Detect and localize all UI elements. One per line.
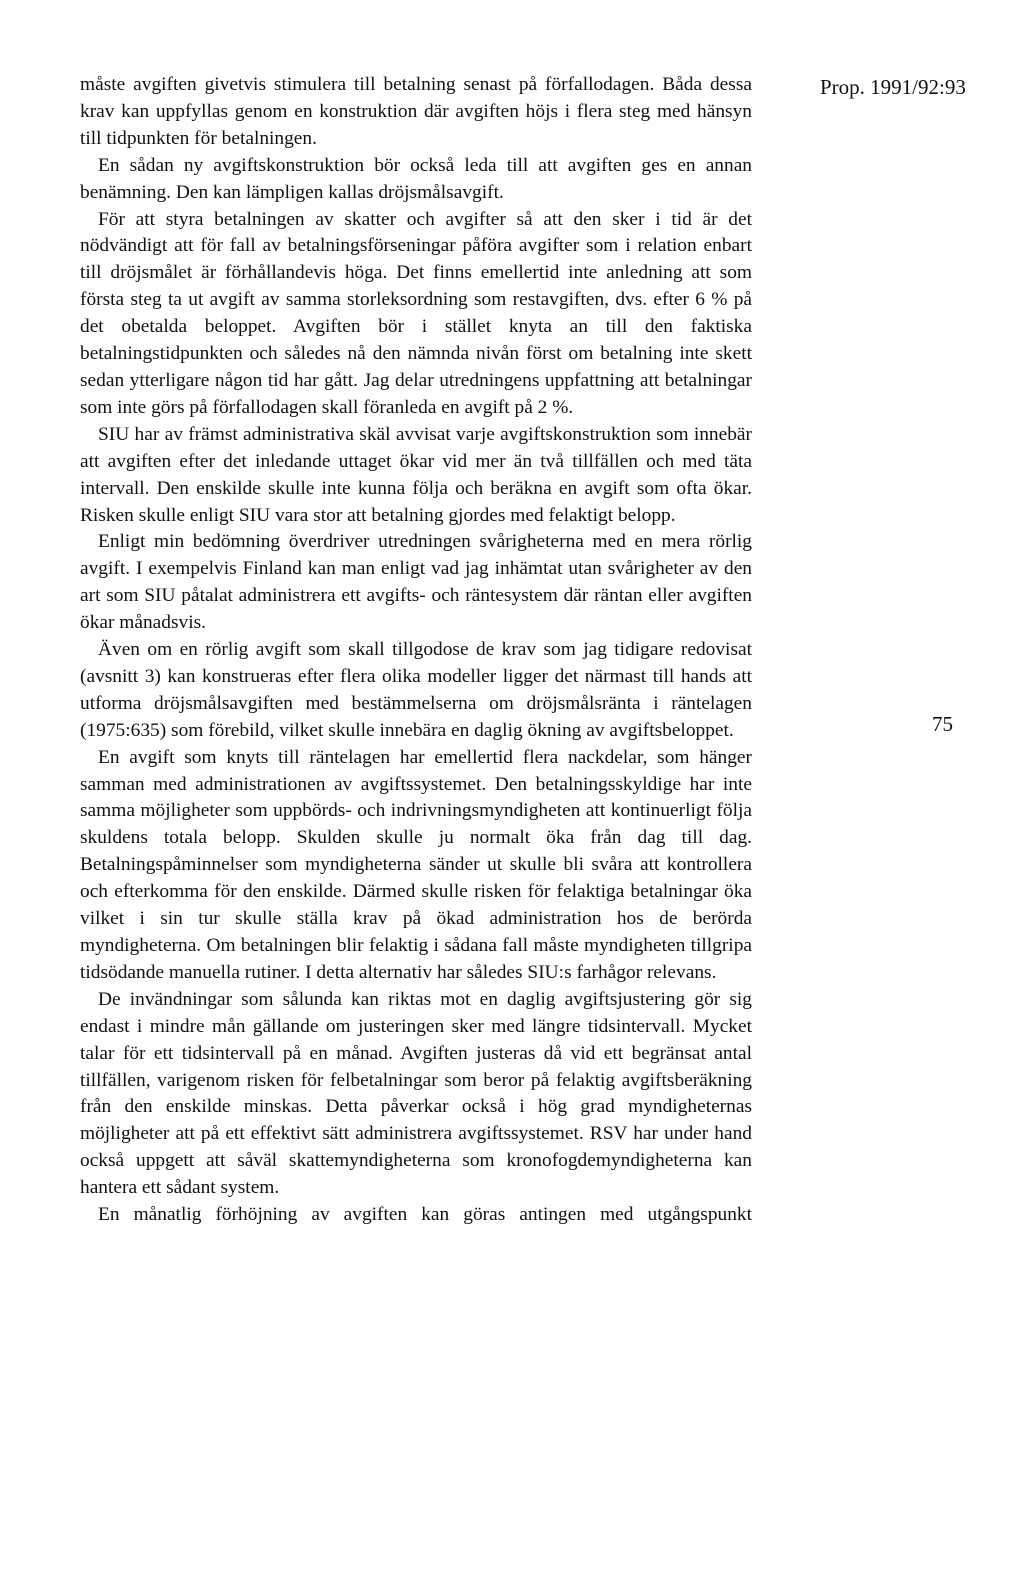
paragraph: Enligt min bedömning överdriver utredningen svårigheterna med en mera rörlig avgift. I exempelvis Finland kan man enligt vad jag inhämtat utan svårigheter av den art som SIU påtalat administrera ett avgifts- och räntesystem där räntan eller avgiften ökar månadsvis. — [80, 531, 752, 634]
paragraph-continued: måste avgiften givetvis stimulera till betalning senast på förfallodagen. Båda dessa krav kan uppfyllas genom en konstruktion där avgiften höjs i flera steg med hänsyn till tidpunkten för betalningen. — [80, 74, 752, 149]
paragraph: SIU har av främst administrativa skäl avvisat varje avgiftskonstruktion som innebär att avgiften efter det inledande uttaget ökar vid mer än två tillfällen och med täta intervall. Den enskilde skulle inte kunna följa och beräkna en avgift som ofta ökar. Risken skulle enligt SIU vara stor att betalning gjordes med felaktigt belopp. — [80, 423, 752, 526]
paragraph: En sådan ny avgiftskonstruktion bör också leda till att avgiften ges en annan benämning. Den kan lämpligen kallas dröjsmålsavgift. — [80, 154, 752, 203]
paragraph: Även om en rörlig avgift som skall tillgodose de krav som jag tidigare redovisat (avsnitt 3) kan konstrueras efter flera olika modeller ligger det närmast till hands att utforma dröjsmålsavgiften med bestämmelserna om dröjsmålsränta i räntelagen (1975:635) som förebild, vilket skulle innebära en daglig ökning av avgiftsbeloppet. — [80, 639, 752, 741]
page-number: 75 — [932, 712, 953, 736]
paragraph: De invändningar som sålunda kan riktas mot en daglig avgiftsjustering gör sig endast i mindre mån gällande om justeringen sker med längre tidsintervall. Mycket talar för ett tidsintervall på en månad. Avgiften justeras då vid ett begränsat antal tillfällen, varigenom risken för felbetalningar som beror på felaktig avgiftsberäkning från den enskilde minskas. Detta påverkar också i hög grad myndigheternas möjligheter att på ett effektivt sätt administrera avgiftssystemet. RSV har under hand också uppgett att såväl skattemyndigheterna som kronofogdemyndigheterna kan hantera ett sådant system. — [80, 988, 752, 1199]
running-head: Prop. 1991/92:93 — [820, 75, 966, 99]
body-text — [80, 72, 752, 1229]
paragraph-last-line: En månatlig förhöjning av avgiften kan göras antingen med utgångspunkt — [98, 1204, 752, 1226]
paragraph: För att styra betalningen av skatter och avgifter så att den sker i tid är det nödvändigt att för fall av betalningsförseningar påföra avgifter som i relation enbart till dröjsmålet är förhållandevis höga. Det finns emellertid inte anledning att som första steg ta ut avgift av samma storleksordning som restavgiften, dvs. efter 6 % på det obetalda beloppet. Avgiften bör i stället knyta an till den faktiska betalningstidpunkten och således nå den nämnda nivån först om betalning inte skett sedan ytterligare någon tid har gått. Jag delar utredningens uppfattning att betalningar som inte görs på förfallodagen skall föranleda en avgift på 2 %. — [80, 208, 752, 418]
paragraph: En avgift som knyts till räntelagen har emellertid flera nackdelar, som hänger samman med administrationen av avgiftssystemet. Den betalningsskyldige har inte samma möjligheter som uppbörds- och indrivningsmyndigheten att kontinuerligt följa skuldens totala belopp. Skulden skulle ju normalt öka från dag till dag. Betalningspåminnelser som myndigheterna sänder ut skulle bli svåra att kontrollera och efterkomma för den enskilde. Därmed skulle risken för felaktiga betalningar öka vilket i sin tur skulle ställa krav på ökad administration hos de berörda myndigheterna. Om betalningen blir felaktig i sådana fall måste myndigheten tillgripa tidsödande manuella rutiner. I detta alternativ har således SIU:s farhågor relevans. — [80, 746, 752, 983]
